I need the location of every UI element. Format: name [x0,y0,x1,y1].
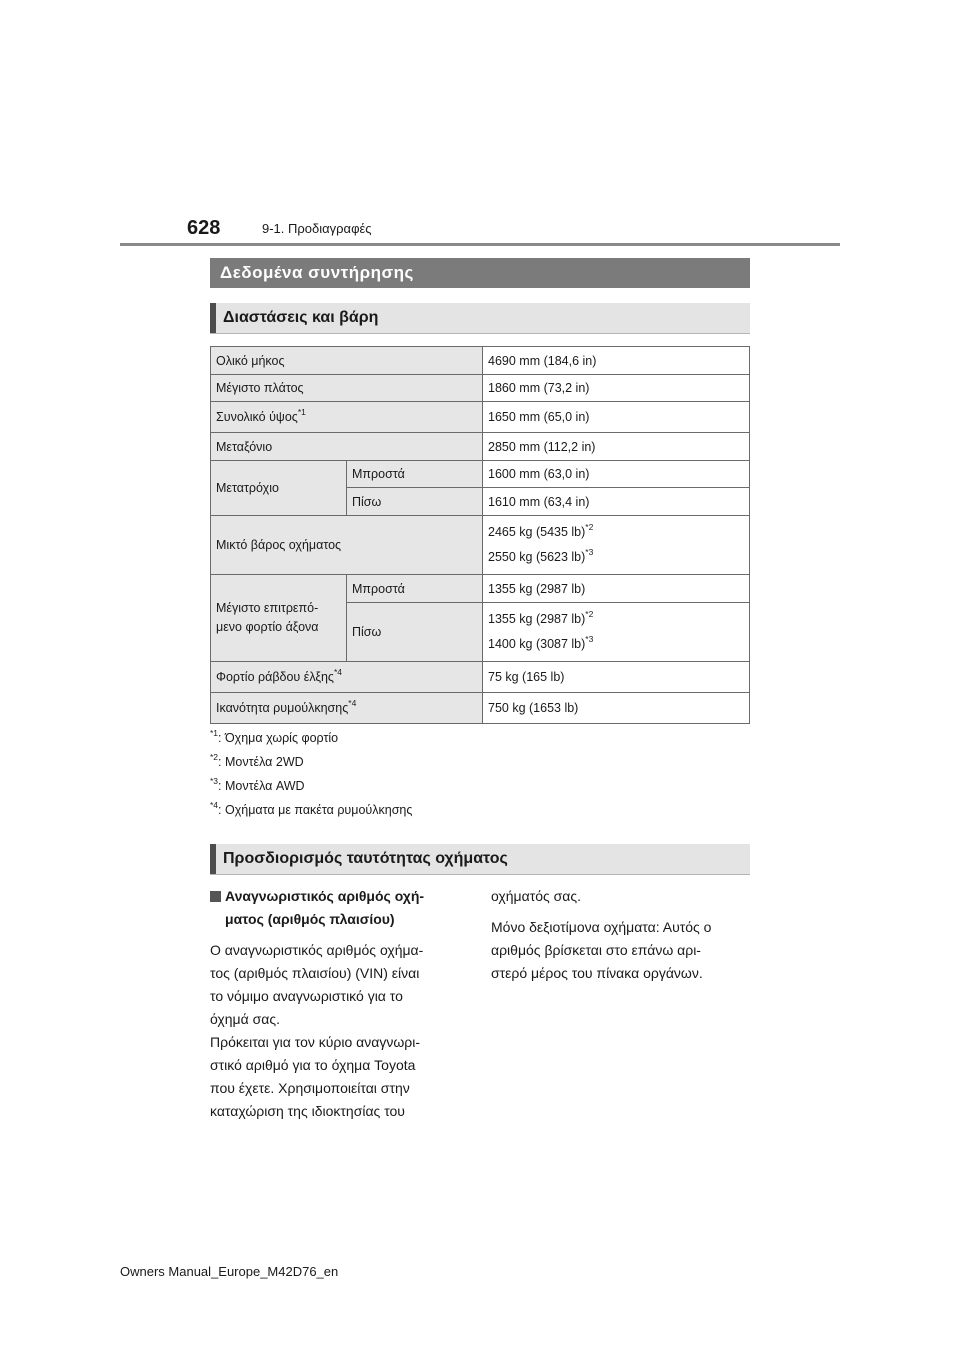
dimensions-weights-heading-text: Διαστάσεις και βάρη [223,309,379,326]
text-line: Πρόκειται για τον κύριο αναγνωρι- [210,1034,420,1050]
page-number: 628 [187,217,221,239]
heading-accent-bar [210,303,216,333]
text-line: καταχώριση της ιδιοκτησίας του [210,1103,405,1119]
table-row [211,516,750,575]
text-line: αριθμός βρίσκεται στο επάνω αρι- [491,942,701,958]
row-sublabel: Πίσω [347,603,483,662]
footnote-mark: *1 [210,728,219,738]
text-line: Ο αναγνωριστικός αριθμός οχήμα- [210,942,424,958]
footnote-mark: *2 [210,752,219,762]
value-text: 2465 kg (5435 lb) [488,525,586,539]
row-value: 1860 mm (73,2 in) [483,375,750,402]
vin-description [210,939,465,1123]
footnote-mark: *3 [585,547,594,557]
identification-right-column [491,885,750,985]
row-sublabel: Μπροστά [347,461,483,488]
dimensions-table [210,346,750,724]
row-sublabel: Πίσω [347,488,483,516]
footnote-mark: *2 [585,522,594,532]
footnote-text: : Όχημα χωρίς φορτίο [218,731,339,745]
identification-left-column [210,885,465,1123]
document-footer: Owners Manual_Europe_M42D76_en [120,1264,339,1279]
table-row [211,461,750,488]
heading-accent-bar [210,844,216,874]
square-bullet-icon [210,891,221,902]
text-line: στικό αριθμό για το όχημα Toyota [210,1057,416,1073]
table-row [211,347,750,375]
dimensions-weights-heading [210,303,750,334]
row-value: 2850 mm (112,2 in) [483,433,750,461]
row-value: 75 kg (165 lb) [483,662,750,693]
footnote [210,776,305,793]
row-label: Μέγιστο πλάτος [211,375,483,402]
table-row [211,575,750,603]
text-line: στερό μέρος του πίνακα οργάνων. [491,965,703,981]
footnote-mark: *1 [297,407,306,417]
value-text: 1355 kg (2987 lb) [488,612,586,626]
section-reference: 9-1. Προδιαγραφές [262,221,372,236]
row-value: 750 kg (1653 lb) [483,693,750,724]
vin-subheading-line: ματος (αριθμός πλαισίου) [225,911,395,927]
value-text: 1400 kg (3087 lb) [488,637,586,651]
row-value: 1650 mm (65,0 in) [483,402,750,433]
table-row [211,693,750,724]
row-value: 4690 mm (184,6 in) [483,347,750,375]
text-line: Μόνο δεξιοτίμονα οχήματα: Αυτός ο [491,919,712,935]
footnote-mark: *3 [585,634,594,644]
row-label: Μέγιστο επιτρεπό- μενο φορτίο άξονα [211,575,347,662]
footnote-text: : Μοντέλα 2WD [218,755,304,769]
footnote-mark: *2 [585,609,594,619]
text-line: όχημά σας. [210,1011,280,1027]
table-row [211,375,750,402]
text-line: οχήματός σας. [491,888,582,904]
row-value [483,603,750,662]
row-label-text: Φορτίο ράβδου έλξης [216,670,334,684]
row-value: 1610 mm (63,4 in) [483,488,750,516]
row-value: 1355 kg (2987 lb) [483,575,750,603]
footnote-mark: *3 [210,776,219,786]
vehicle-identification-heading [210,844,750,875]
footnote-mark: *4 [348,698,357,708]
row-value: 1600 mm (63,0 in) [483,461,750,488]
footnote-text: : Οχήματα με πακέτα ρυμούλκησης [218,803,413,817]
row-label: Μικτό βάρος οχήματος [211,516,483,575]
row-value [483,516,750,575]
row-label [211,662,483,693]
footnote [210,752,304,769]
table-row [211,433,750,461]
vehicle-identification-heading-text: Προσδιορισμός ταυτότητας οχήματος [223,850,508,867]
footnote-mark: *4 [333,667,342,677]
table-row [211,402,750,433]
row-label [211,402,483,433]
vin-subheading [210,885,465,931]
row-label-text: Ικανότητα ρυμούλκησης [216,701,349,715]
value-text: 2550 kg (5623 lb) [488,550,586,564]
footnote-text: : Μοντέλα AWD [218,779,305,793]
maintenance-data-heading: Δεδομένα συντήρησης [210,258,750,288]
row-label: Ολικό μήκος [211,347,483,375]
row-label: Μετατρόχιο [211,461,347,516]
text-line: το νόμιμο αναγνωριστικό για το [210,988,403,1004]
text-line: τος (αριθμός πλαισίου) (VIN) είναι [210,965,420,981]
row-label [211,693,483,724]
footnote-mark: *4 [210,800,219,810]
row-sublabel: Μπροστά [347,575,483,603]
row-label: Μεταξόνιο [211,433,483,461]
footnote [210,800,413,817]
text-line: που έχετε. Χρησιμοποιείται στην [210,1080,410,1096]
table-row [211,662,750,693]
vin-subheading-line: Αναγνωριστικός αριθμός οχή- [225,888,425,904]
footnote [210,728,339,745]
vin-location-note [491,916,750,985]
header-divider [120,243,840,246]
row-label-text: Συνολικό ύψος [216,410,298,424]
